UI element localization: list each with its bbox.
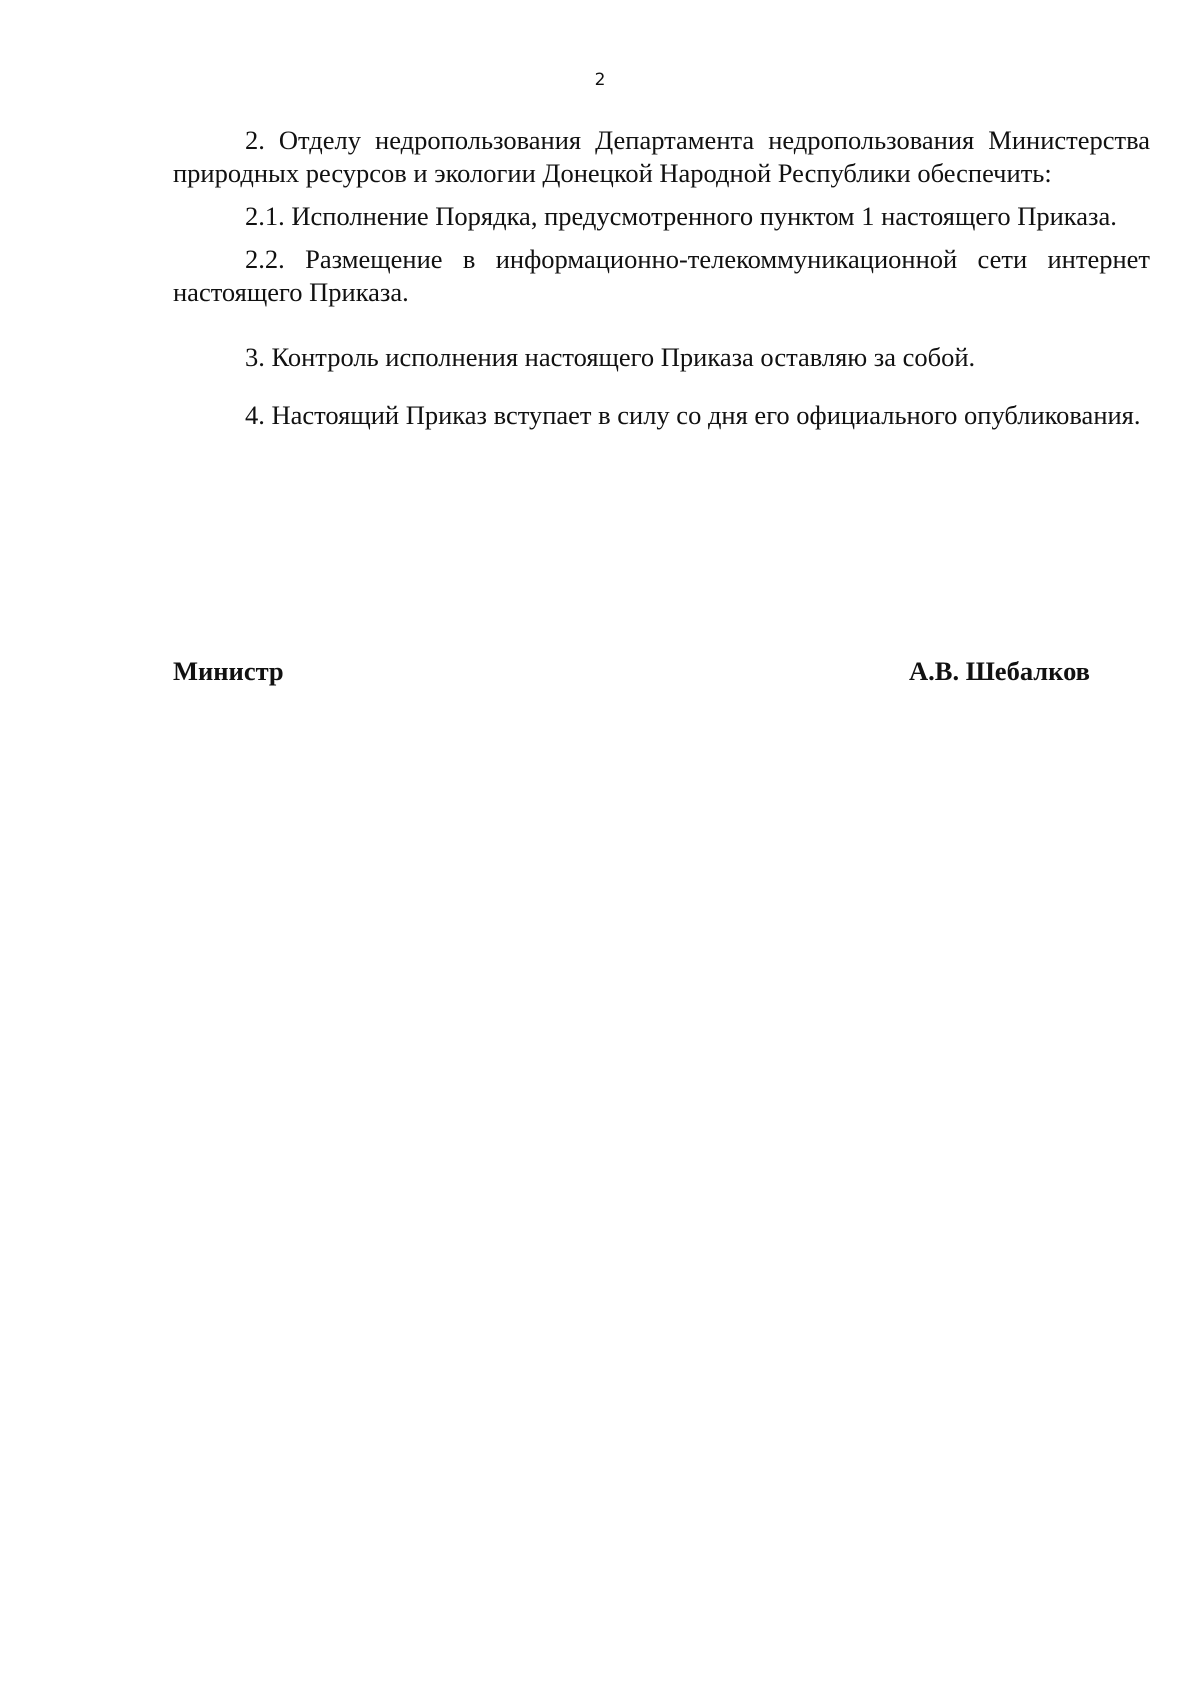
signatory-position: Министр xyxy=(173,656,284,686)
signatory-name: А.В. Шебалков xyxy=(909,656,1090,686)
signature-block xyxy=(173,656,1090,687)
paragraph-3: 3. Контроль исполнения настоящего Приказа оставляю за собой. xyxy=(245,342,976,372)
page-number: 2 xyxy=(594,70,606,90)
paragraph-2-2: 2.2. Размещение в информационно-телекоммуникационной сети интернет настоящего Приказа. xyxy=(173,244,1150,307)
paragraph-2-1: 2.1. Исполнение Порядка, предусмотренного пунктом 1 настоящего Приказа. xyxy=(245,201,1117,231)
document-body xyxy=(173,124,1150,432)
paragraph-4: 4. Настоящий Приказ вступает в силу со дня его официального опубликования. xyxy=(245,400,1141,430)
paragraph-2: 2. Отделу недропользования Департамента недропользования Министерства природных ресурсов и экологии Донецкой Народной Республики обеспечить: xyxy=(173,125,1150,188)
